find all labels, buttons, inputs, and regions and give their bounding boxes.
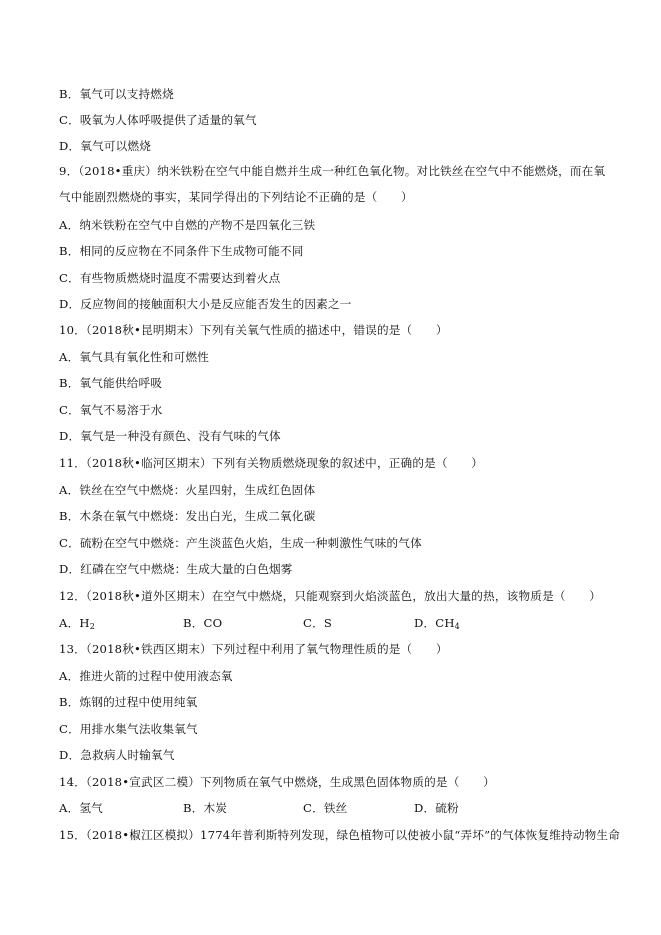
question-11-option-a: A．铁丝在空气中燃烧：火星四射，生成红色固体 bbox=[59, 483, 316, 497]
question-12-option-b: B．CO bbox=[183, 616, 223, 630]
question-14-option-a: A．氢气 bbox=[59, 801, 103, 815]
question-10-option-b: B．氧气能供给呼吸 bbox=[59, 376, 163, 390]
question-10-option-a: A．氧气具有氧化性和可燃性 bbox=[59, 350, 210, 364]
question-13-option-a: A．推进火箭的过程中使用液态氧 bbox=[59, 669, 233, 683]
question-11-option-d: D．红磷在空气中燃烧：生成大量的白色烟雾 bbox=[59, 562, 293, 576]
question-12-option-c: C．S bbox=[303, 616, 333, 630]
question-12-option-d bbox=[414, 615, 460, 631]
question-12-option-a bbox=[59, 615, 95, 631]
question-14-stem: 14．（2018•宣武区二模）下列物质在氧气中燃烧，生成黑色固体物质的是（ ） bbox=[59, 775, 495, 789]
subscript: 4 bbox=[454, 622, 460, 631]
option-a-text: A．H bbox=[59, 616, 90, 630]
question-14-option-d: D．硫粉 bbox=[414, 801, 459, 815]
question-14-option-b: B．木炭 bbox=[183, 801, 228, 815]
question-12-stem: 12．（2018秋•道外区期末）在空气中燃烧，只能观察到火焰淡蓝色，放出大量的热，该物质是（ ） bbox=[59, 589, 602, 603]
question-10-option-c: C．氧气不易溶于水 bbox=[59, 403, 163, 417]
question-9-stem: 9．（2018•重庆）纳米铁粉在空气中能自燃并生成一种红色氧化物。对比铁丝在空气中不能燃烧，而在氧气中能剧烈燃烧的事实，某同学得出的下列结论不正确的是（ ） bbox=[59, 164, 606, 204]
option-c-line: C．吸氧为人体呼吸提供了适量的氧气 bbox=[59, 113, 257, 127]
question-9-option-a: A．纳米铁粉在空气中自燃的产物不是四氧化三铁 bbox=[59, 218, 316, 232]
question-13-option-c: C．用排水集气法收集氧气 bbox=[59, 722, 198, 736]
question-10-stem: 10．（2018秋•昆明期末）下列有关氧气性质的描述中，错误的是（ ） bbox=[59, 323, 448, 337]
question-13-option-d: D．急救病人时输氧气 bbox=[59, 748, 175, 762]
question-11-option-b: B．木条在氧气中燃烧：发出白光，生成二氧化碳 bbox=[59, 509, 316, 523]
option-b-line: B．氧气可以支持燃烧 bbox=[59, 87, 174, 101]
question-9-option-d: D．反应物间的接触面积大小是反应能否发生的因素之一 bbox=[59, 297, 352, 311]
question-15-stem: 15．（2018•椒江区模拟）1774年普利斯特列发现，绿色植物可以使被小鼠“弄坏”的气体恢复维持动物生命 bbox=[59, 828, 621, 842]
question-11-option-c: C．硫粉在空气中燃烧：产生淡蓝色火焰，生成一种刺激性气味的气体 bbox=[59, 536, 422, 550]
question-10-option-d: D．氧气是一种没有颜色、没有气味的气体 bbox=[59, 429, 281, 443]
question-13-stem: 13．（2018秋•铁西区期末）下列过程中利用了氧气物理性质的是（ ） bbox=[59, 642, 448, 656]
option-d-line: D．氧气可以燃烧 bbox=[59, 139, 152, 153]
question-11-stem: 11．（2018秋•临河区期末）下列有关物质燃烧现象的叙述中，正确的是（ ） bbox=[59, 456, 484, 470]
question-13-option-b: B．炼钢的过程中使用纯氧 bbox=[59, 695, 198, 709]
question-14-option-c: C．铁丝 bbox=[303, 801, 348, 815]
question-9-option-c: C．有些物质燃烧时温度不需要达到着火点 bbox=[59, 271, 281, 285]
question-9-option-b: B．相同的反应物在不同条件下生成物可能不同 bbox=[59, 244, 304, 258]
subscript: 2 bbox=[89, 622, 95, 631]
option-d-text: D．CH bbox=[414, 616, 455, 630]
